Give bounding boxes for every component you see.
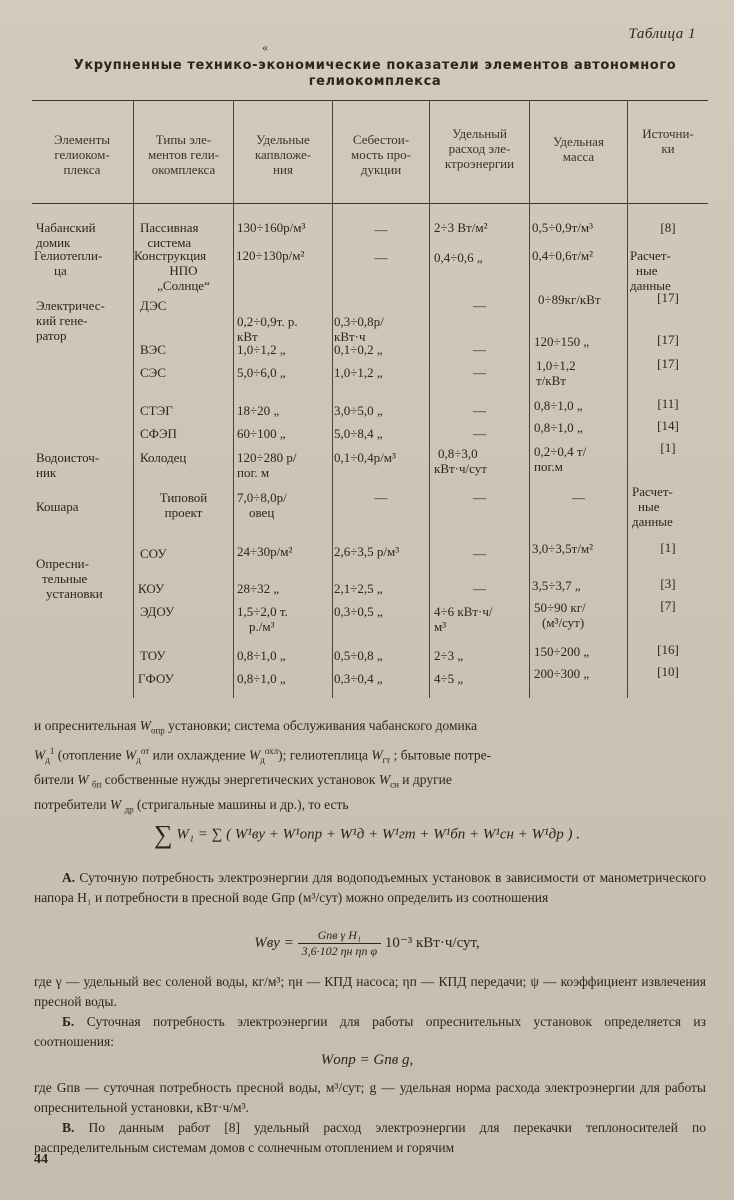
row10-capital: 24÷30р/м² bbox=[237, 544, 293, 559]
row3-electricity: — bbox=[473, 298, 486, 313]
header-capital: Удельные капвложе- ния bbox=[254, 132, 312, 177]
header-elements: Элементы гелиоком- плекса bbox=[53, 132, 111, 177]
row8-element: Водоисточ- ник bbox=[36, 450, 100, 480]
row13-mass: 150÷200 „ bbox=[534, 644, 590, 659]
row5-mass: 1,0÷1,2 т/кВт bbox=[536, 358, 576, 388]
row11-mass: 3,5÷3,7 „ bbox=[532, 578, 581, 593]
row7-type: СФЭП bbox=[140, 426, 177, 441]
row13-cost: 0,5÷0,8 „ bbox=[334, 648, 383, 663]
row6-type: СТЭГ bbox=[140, 403, 173, 418]
row4-capital: 1,0÷1,2 „ bbox=[237, 342, 286, 357]
table-title-line-2: гелиокомплекса bbox=[308, 74, 442, 89]
header-sources: Источни- ки bbox=[642, 126, 694, 156]
row9-electricity: — bbox=[473, 490, 486, 505]
row14-mass: 200÷300 „ bbox=[534, 666, 590, 681]
paragraph-consumers: и опреснительная $W_{опр}$ установки; система обслуживания чабанского домика $W_д^1$ (отопление $W_д^{от}$ или охлаждение $W_д^{охл}$); гелиотеплица $W_{гт}$ ; бытовые потре- бители W $_{бп}$ собственные нужды энергетических установок $W_{сн}$ и другие потребители W $_{др}$ (стригальные машины и др.), то есть bbox=[34, 718, 492, 815]
row9-type: Типовой проект bbox=[159, 490, 208, 520]
row1-capital: 130÷160р/м³ bbox=[237, 220, 306, 235]
row11-cost: 2,1÷2,5 „ bbox=[334, 581, 383, 596]
row3-cost: 0,3÷0,8р/ кВт·ч bbox=[334, 314, 384, 344]
table-title-line-1: Укрупненные технико-экономические показатели элементов автономного bbox=[73, 58, 677, 73]
row12-capital: 1,5÷2,0 т. р./м³ bbox=[237, 604, 288, 634]
row6-electricity: — bbox=[473, 403, 486, 418]
row2-electricity: 0,4÷0,6 „ bbox=[434, 250, 483, 265]
paragraph-a-where: где γ — удельный вес соленой воды, кг/м³; ηн — КПД насоса; ηп — КПД передачи; ψ — коэффициент извлечения пресной воды. bbox=[34, 974, 706, 1009]
row12-type: ЭДОУ bbox=[140, 604, 175, 619]
formula-pump: Wву = $\frac{\text{Gпв γ H₁}}{\text{3,6·102 ηн ηп φ}}$ 10⁻³ кВт·ч/сут, bbox=[254, 928, 480, 958]
column-divider-1 bbox=[133, 100, 134, 698]
row9-source: Расчет- ные данные bbox=[632, 484, 673, 529]
row6-capital: 18÷20 „ bbox=[237, 403, 280, 418]
row9-mass: — bbox=[572, 490, 585, 505]
row4-type: ВЭС bbox=[140, 342, 166, 357]
row1-type: Пассивная система bbox=[140, 220, 199, 250]
row7-capital: 60÷100 „ bbox=[237, 426, 286, 441]
row12-source: [7] bbox=[660, 598, 676, 613]
row3-capital: 0,2÷0,9т. р. кВт bbox=[237, 314, 298, 344]
row10-type: СОУ bbox=[140, 546, 167, 561]
row14-capital: 0,8÷1,0 „ bbox=[237, 671, 286, 686]
paragraph-c: В. По данным работ [8] удельный расход электроэнергии для перекачки теплоносителей по распределительным системам домов с солнечным отоплением и горячим bbox=[34, 1120, 706, 1155]
row9-capital: 7,0÷8,0р/ овец bbox=[237, 490, 287, 520]
row10-electricity: — bbox=[473, 546, 486, 561]
row5-source: [17] bbox=[657, 356, 679, 371]
row12-cost: 0,3÷0,5 „ bbox=[334, 604, 383, 619]
row12-electricity: 4÷6 кВт·ч/ м³ bbox=[434, 604, 493, 634]
row1-electricity: 2÷3 Вт/м² bbox=[434, 220, 488, 235]
table-label: Таблица 1 bbox=[628, 26, 696, 42]
row8-capital: 120÷280 р/ пог. м bbox=[237, 450, 297, 480]
row2-type: Конструкция НПО „Солнце“ bbox=[134, 248, 210, 293]
row13-type: ТОУ bbox=[140, 648, 166, 663]
column-divider-5 bbox=[529, 100, 530, 698]
sum-formula: ∑ W₁ = ∑ ( W¹ву + W¹опр + W¹д + W¹гт + W¹бп + W¹сн + W¹др ) . bbox=[154, 820, 580, 849]
row11-source: [3] bbox=[660, 576, 676, 591]
row7-electricity: — bbox=[473, 426, 486, 441]
row1-cost: — bbox=[374, 222, 388, 237]
row3-type: ДЭС bbox=[140, 298, 167, 313]
row7-mass: 0,8÷1,0 „ bbox=[534, 420, 583, 435]
row9-element: Кошара bbox=[36, 499, 79, 514]
header-types: Типы эле- ментов гели- окомплекса bbox=[147, 132, 220, 177]
row11-electricity: — bbox=[473, 581, 486, 596]
page-number: 44 bbox=[34, 1152, 48, 1167]
row10-cost: 2,6÷3,5 р/м³ bbox=[334, 544, 400, 559]
row4-cost: 0,1÷0,2 „ bbox=[334, 342, 383, 357]
row5-cost: 1,0÷1,2 „ bbox=[334, 365, 383, 380]
row4-source: [17] bbox=[657, 332, 679, 347]
row1-source: [8] bbox=[660, 220, 676, 235]
row3-mass: 0÷89кг/кВт bbox=[538, 292, 601, 307]
row5-electricity: — bbox=[473, 365, 486, 380]
row7-source: [14] bbox=[657, 418, 679, 433]
tick-mark: « bbox=[262, 40, 268, 54]
paragraph-b: Б. Суточная потребность электроэнергии для работы опреснительных установок определяется из соотношения: bbox=[34, 1014, 706, 1049]
row2-mass: 0,4÷0,6т/м² bbox=[532, 248, 594, 263]
header-electricity: Удельный расход эле- ктроэнергии bbox=[444, 126, 515, 171]
row13-source: [16] bbox=[657, 642, 679, 657]
row5-capital: 5,0÷6,0 „ bbox=[237, 365, 286, 380]
paragraph-a: А. Суточную потребность электроэнергии для водоподъемных установок в зависимости от манометрического напора H₁ и потребности в пресной воде Gпр (м³/сут) можно определить из соотношения bbox=[34, 870, 706, 905]
row14-electricity: 4÷5 „ bbox=[434, 671, 464, 686]
row1-element: Чабанский домик bbox=[36, 220, 96, 250]
row2-capital: 120÷130р/м² bbox=[236, 248, 305, 263]
row12-mass: 50÷90 кг/ (м³/сут) bbox=[534, 600, 586, 630]
row6-source: [11] bbox=[657, 396, 679, 411]
row2-cost: — bbox=[374, 250, 388, 265]
row2-source: Расчет- ные данные bbox=[630, 248, 671, 293]
row11-capital: 28÷32 „ bbox=[237, 581, 280, 596]
row5-type: СЭС bbox=[140, 365, 166, 380]
row14-source: [10] bbox=[657, 664, 679, 679]
row4-mass: 120÷150 „ bbox=[534, 334, 590, 349]
row10-mass: 3,0÷3,5т/м² bbox=[532, 541, 594, 556]
table-title bbox=[70, 58, 680, 90]
row8-source: [1] bbox=[660, 440, 676, 455]
row3-element: Электричес- кий гене- ратор bbox=[36, 298, 105, 343]
column-divider-3 bbox=[332, 100, 333, 698]
row14-type: ГФОУ bbox=[138, 671, 174, 686]
row2-element: Гелиотепли- ца bbox=[34, 248, 103, 278]
formula-desal: Wопр = Gпв g, bbox=[320, 1052, 414, 1068]
row7-cost: 5,0÷8,4 „ bbox=[334, 426, 383, 441]
row13-electricity: 2÷3 „ bbox=[434, 648, 464, 663]
row6-mass: 0,8÷1,0 „ bbox=[534, 398, 583, 413]
row13-capital: 0,8÷1,0 „ bbox=[237, 648, 286, 663]
column-divider-4 bbox=[429, 100, 430, 698]
header-cost: Себестои- мость про- дукции bbox=[351, 132, 411, 177]
row6-cost: 3,0÷5,0 „ bbox=[334, 403, 383, 418]
row8-cost: 0,1÷0,4р/м³ bbox=[334, 450, 396, 465]
row11-type: КОУ bbox=[138, 581, 165, 596]
row8-type: Колодец bbox=[140, 450, 187, 465]
header-mass: Удельная масса bbox=[553, 134, 604, 164]
row3-source: [17] bbox=[657, 290, 679, 305]
row10-element: Опресни- тельные установки bbox=[36, 556, 103, 601]
paragraph-b-where: где Gпв — суточная потребность пресной воды, м³/сут; g — удельная норма расхода электроэнергии для работы опреснительной установки, кВт·ч/м³. bbox=[34, 1080, 706, 1115]
row9-cost: — bbox=[374, 490, 388, 505]
row14-cost: 0,3÷0,4 „ bbox=[334, 671, 383, 686]
row8-electricity: 0,8÷3,0 кВт·ч/сут bbox=[434, 446, 487, 476]
row1-mass: 0,5÷0,9т/м³ bbox=[532, 220, 594, 235]
column-divider-2 bbox=[233, 100, 234, 698]
row8-mass: 0,2÷0,4 т/ пог.м bbox=[534, 444, 587, 474]
row4-electricity: — bbox=[473, 342, 486, 357]
row10-source: [1] bbox=[660, 540, 676, 555]
